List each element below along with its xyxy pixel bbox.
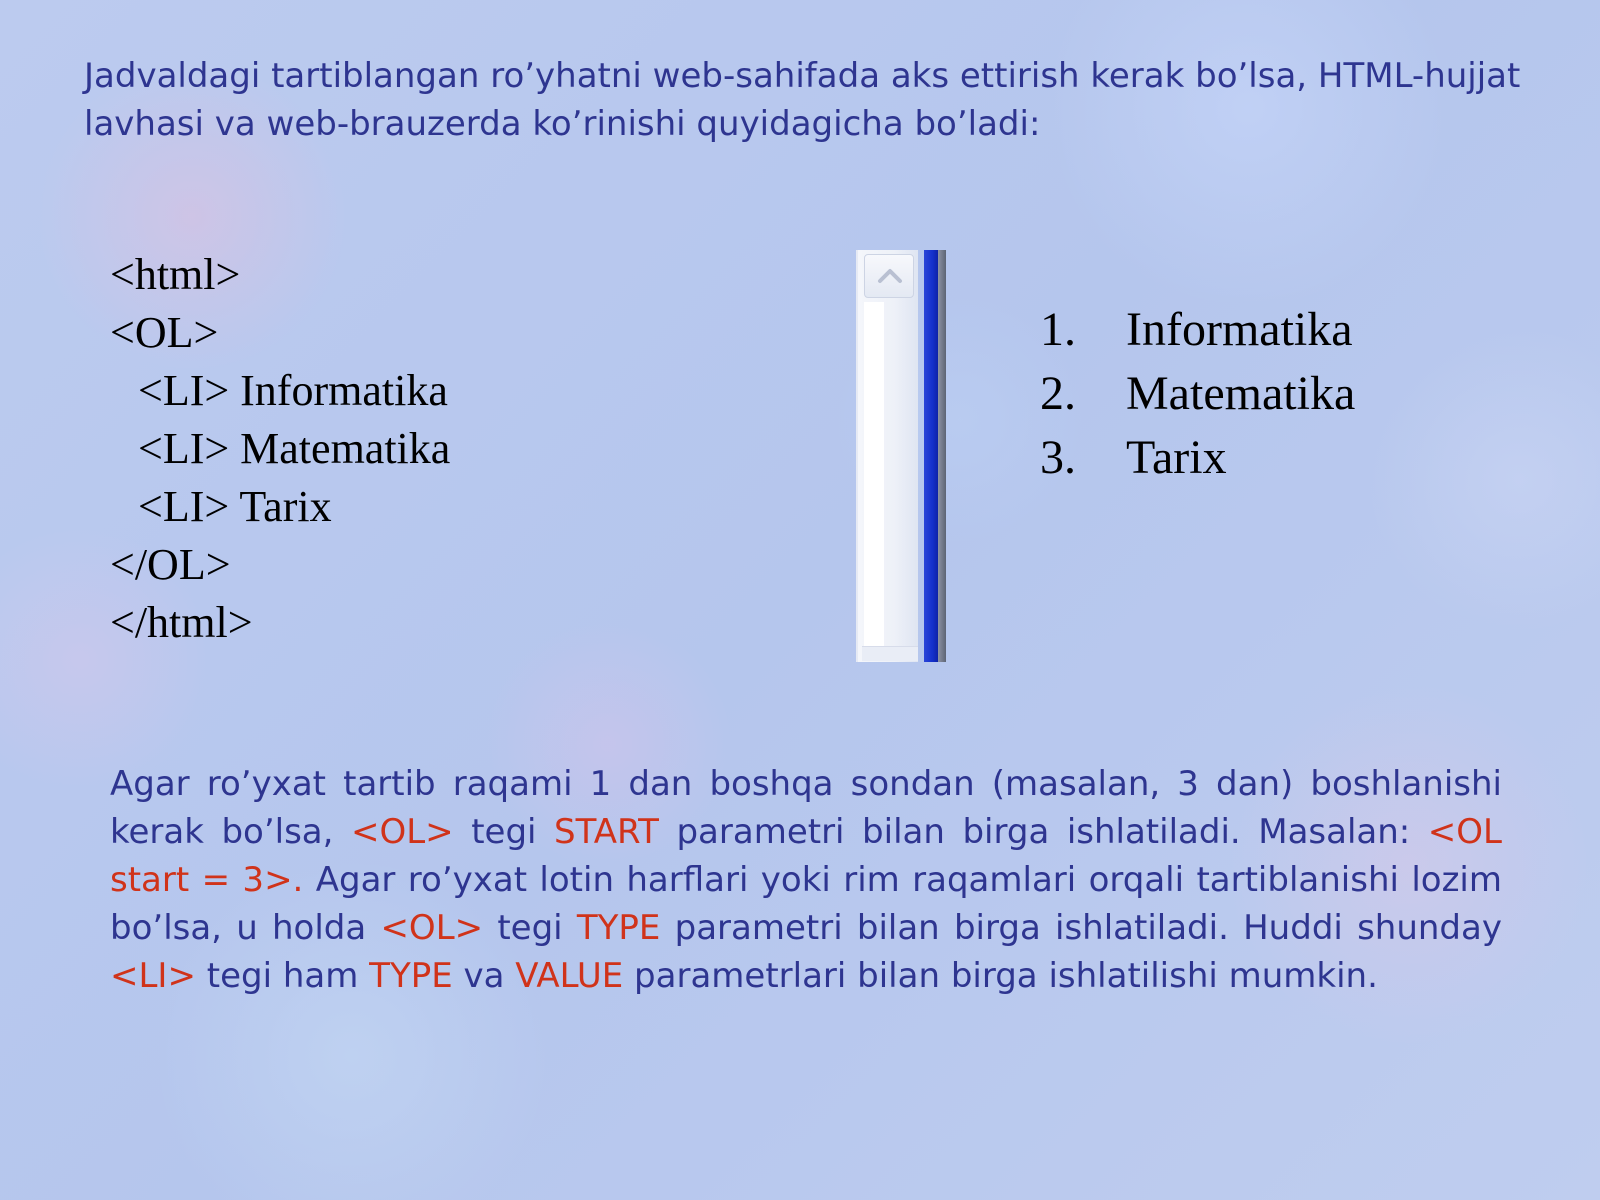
code-line: <LI> Matematika <box>138 424 451 473</box>
list-item <box>1040 298 1355 362</box>
list-item-label: Matematika <box>1126 367 1356 420</box>
list-item <box>1040 426 1355 490</box>
code-keyword: <OL> <box>350 812 454 852</box>
browser-scrollbar[interactable] <box>856 250 950 662</box>
scrollbar-bottom-edge <box>862 646 918 661</box>
text-segment: parametrlari bilan birga ishlatilishi mumkin. <box>623 956 1378 996</box>
text-segment: Agar ro’yxat lotin harflari yoki rim raqamlari orqali tartiblanishi lozim bo’lsa, u holda <box>110 860 1502 948</box>
scrollbar-thumb[interactable] <box>864 302 884 648</box>
code-keyword: <OL> <box>380 908 484 948</box>
code-keyword: TYPE <box>369 956 453 996</box>
intro-paragraph: Jadvaldagi tartiblangan ro’yhatni web-sahifada aks ettirish kerak bo’lsa, HTML-hujjat lavhasi va web-brauzerda ko’rinishi quyidagicha bo’ladi: <box>84 56 1521 144</box>
code-line: </html> <box>110 598 253 647</box>
scrollbar-track[interactable] <box>856 250 918 662</box>
text-segment: Agar ro’yxat tartib raqami 1 dan boshqa sondan (masalan, 3 dan) boshlanishi kerak bo’lsa, <box>110 764 1502 852</box>
code-line: </OL> <box>110 540 231 589</box>
chevron-up-icon <box>877 267 903 285</box>
list-item-label: Tarix <box>1126 431 1227 484</box>
text-segment: parametri bilan birga ishlatiladi. Masalan: <box>658 812 1428 852</box>
list-item-number: 2. <box>1040 367 1076 420</box>
text-segment: parametri bilan birga ishlatiladi. Huddi shunday <box>660 908 1502 948</box>
list-item-label: Informatika <box>1126 303 1353 356</box>
list-item <box>1040 362 1355 426</box>
code-keyword: <LI> <box>110 956 196 996</box>
code-keyword: START <box>554 812 659 852</box>
list-item-number: 3. <box>1040 431 1076 484</box>
code-line: <OL> <box>110 308 219 357</box>
code-line: <LI> Tarix <box>138 482 332 531</box>
list-item-number: 1. <box>1040 303 1076 356</box>
text-segment: tegi <box>453 812 555 852</box>
html-code-listing <box>110 246 450 652</box>
code-keyword: <OL start = 3>. <box>110 812 1502 900</box>
text-segment: tegi ham <box>195 956 370 996</box>
text-segment: tegi <box>483 908 577 948</box>
scroll-up-button[interactable] <box>864 254 914 298</box>
code-keyword: TYPE <box>576 908 661 948</box>
code-line: <LI> Informatika <box>138 366 448 415</box>
explanation-paragraph <box>110 760 1502 1000</box>
window-frame-shadow <box>938 250 946 662</box>
window-frame-edge <box>924 250 938 662</box>
code-line: <html> <box>110 250 241 299</box>
code-keyword: VALUE <box>515 956 624 996</box>
rendered-ordered-list <box>1040 298 1355 490</box>
text-segment: va <box>452 956 516 996</box>
